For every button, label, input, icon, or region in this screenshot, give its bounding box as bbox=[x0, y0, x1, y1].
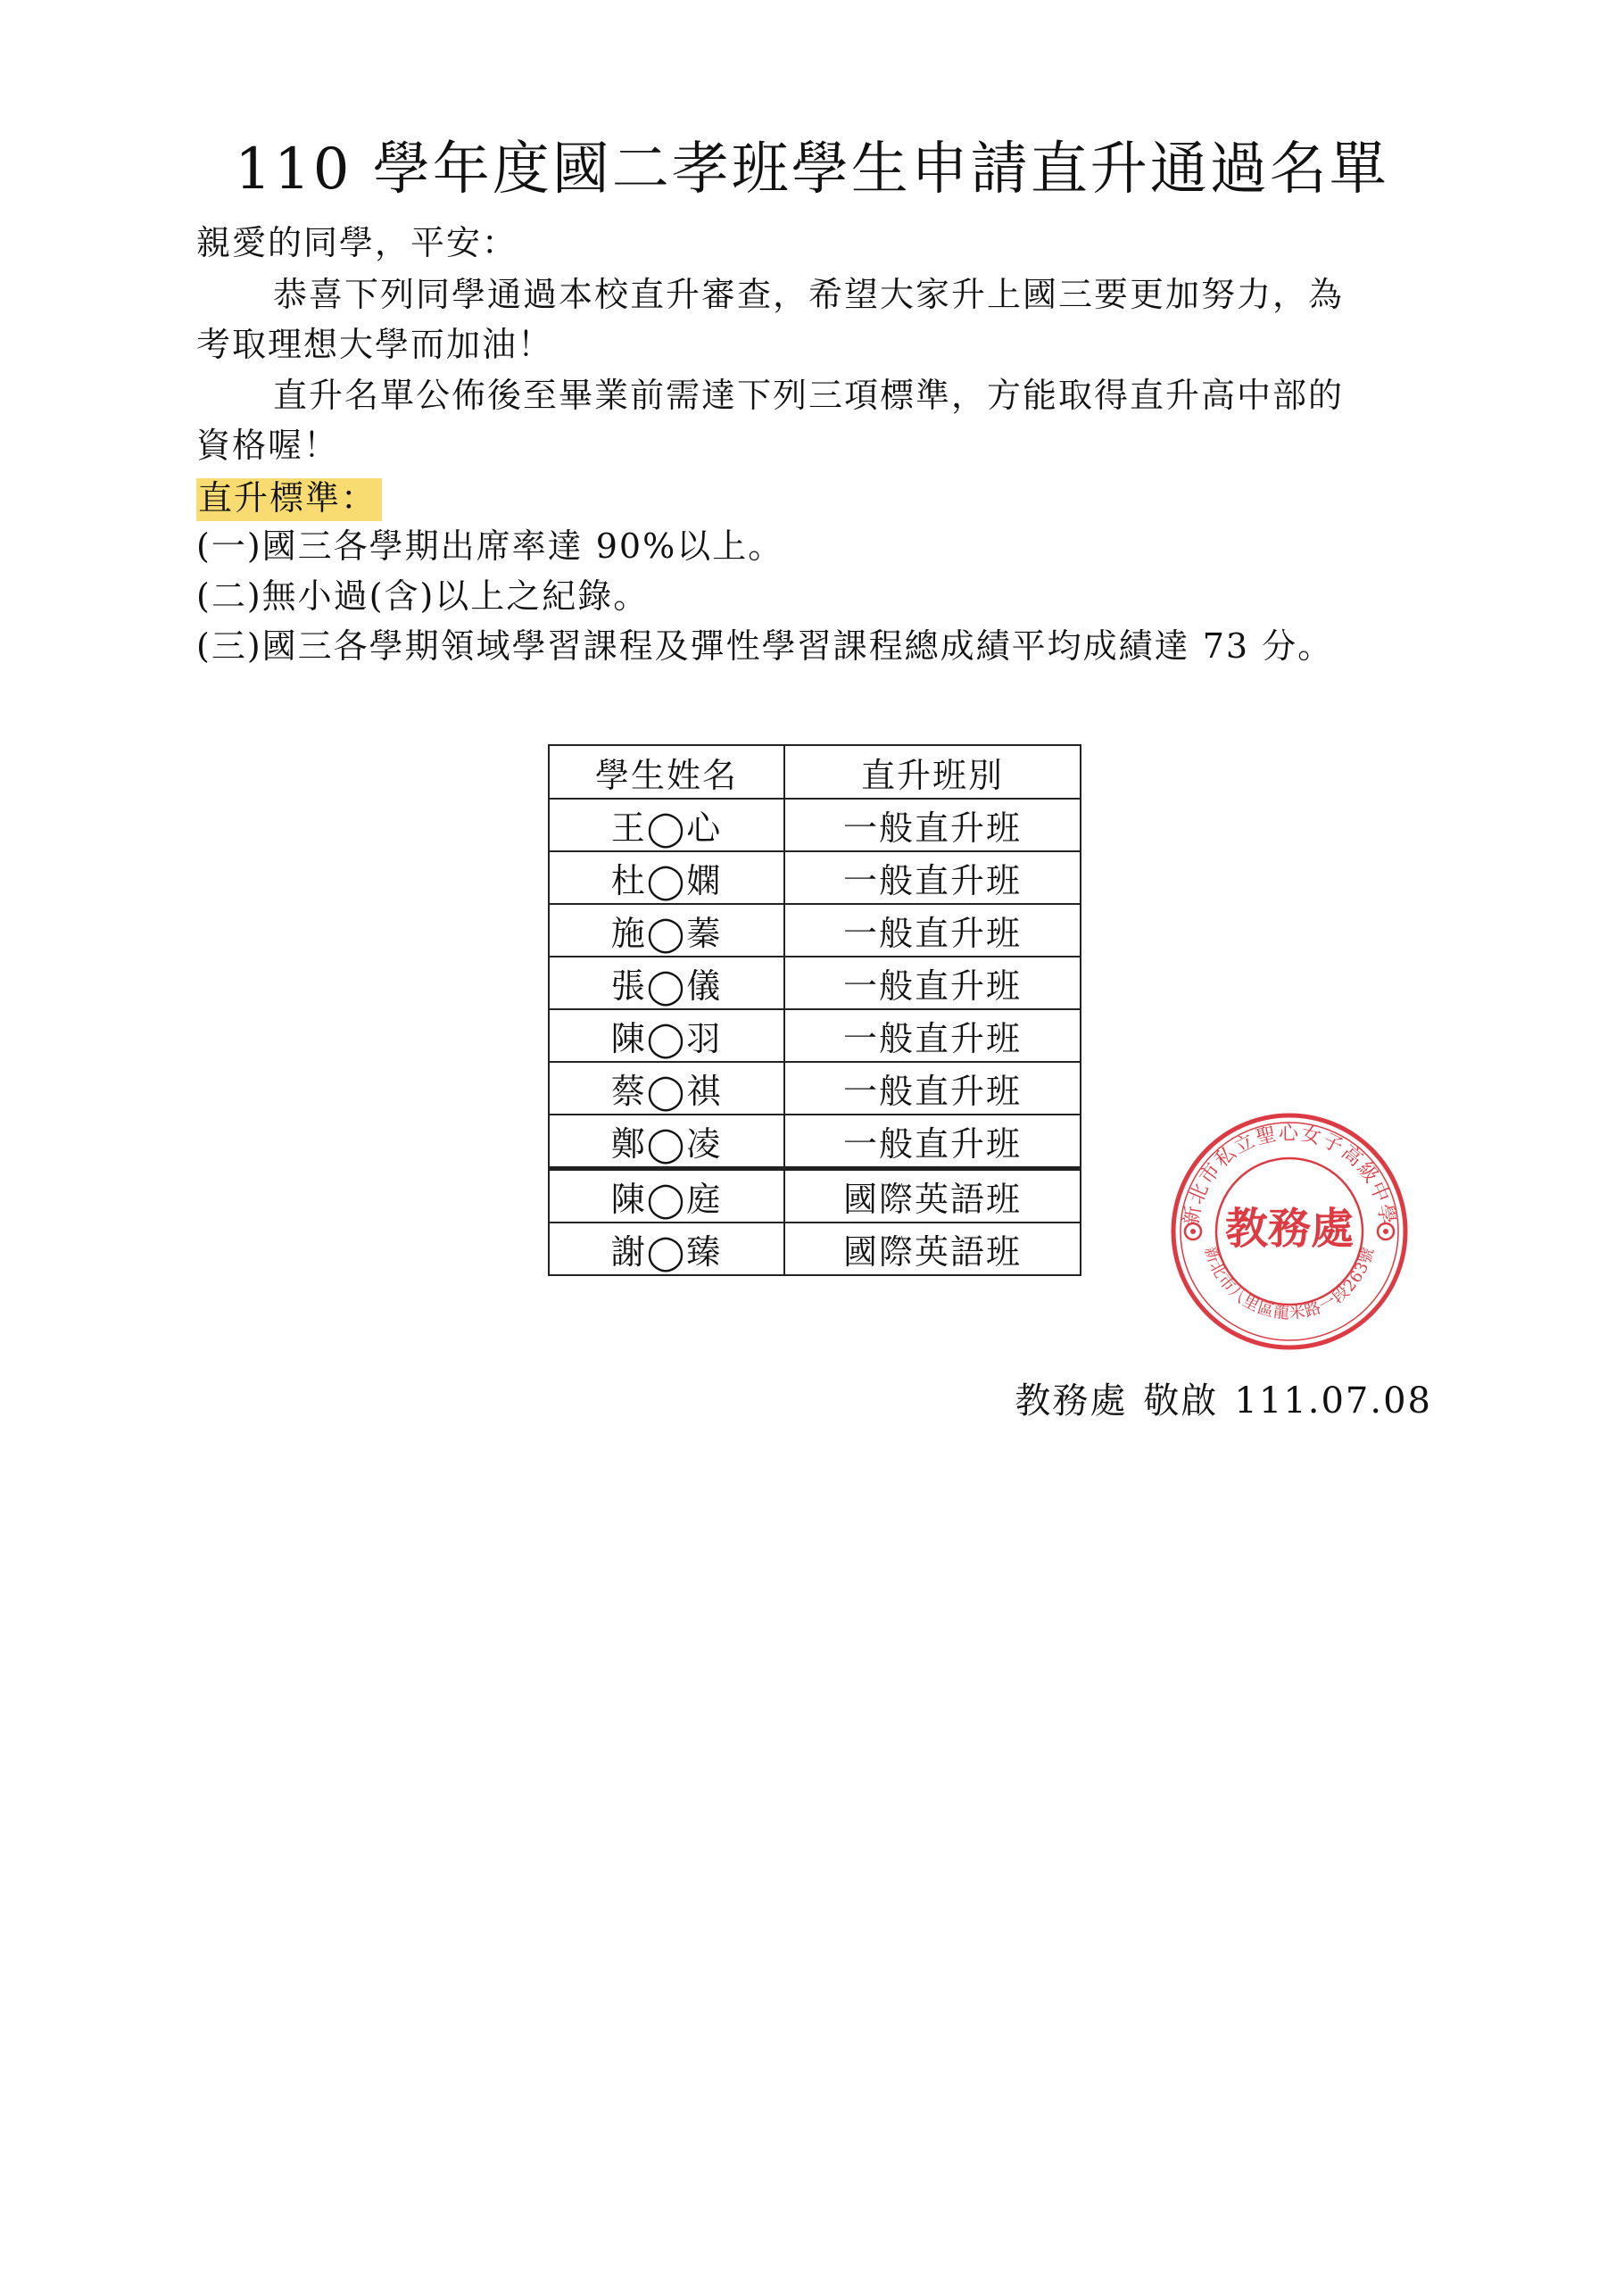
student-name-cell: 陳◯羽 bbox=[549, 1009, 784, 1062]
student-name-cell: 杜◯嫻 bbox=[549, 851, 784, 904]
student-name-cell: 施◯蓁 bbox=[549, 904, 784, 957]
table-row bbox=[549, 1062, 1081, 1115]
table-row bbox=[549, 1009, 1081, 1062]
class-type-cell: 一般直升班 bbox=[784, 957, 1081, 1009]
table-header-row bbox=[549, 745, 1081, 799]
criteria-item: (二)無小過(含)以上之紀錄。 bbox=[196, 576, 650, 616]
table-row bbox=[549, 1169, 1081, 1223]
class-type-cell: 一般直升班 bbox=[784, 904, 1081, 957]
page-title: 110 學年度國二孝班學生申請直升通過名單 bbox=[235, 137, 1389, 203]
student-name-cell: 鄭◯凌 bbox=[549, 1115, 784, 1169]
class-type-cell: 國際英語班 bbox=[784, 1169, 1081, 1223]
column-header-name: 學生姓名 bbox=[549, 745, 784, 799]
issue-date: 111.07.08 bbox=[1234, 1380, 1432, 1422]
seal-center-text: 教務處 bbox=[1224, 1204, 1355, 1254]
class-type-cell: 一般直升班 bbox=[784, 1062, 1081, 1115]
student-list-table bbox=[548, 744, 1081, 1276]
class-type-cell: 國際英語班 bbox=[784, 1223, 1081, 1275]
criteria-list bbox=[196, 521, 1428, 671]
table-row bbox=[549, 1223, 1081, 1275]
criteria-item: (三)國三各學期領域學習課程及彈性學習課程總成績平均成績達 73 分。 bbox=[196, 626, 1334, 666]
class-type-cell: 一般直升班 bbox=[784, 851, 1081, 904]
criteria-item: (一)國三各學期出席率達 90%以上。 bbox=[196, 526, 784, 566]
greeting bbox=[196, 218, 1428, 268]
seal-ring-bottom-text: 新北市八里區龍米路一段263號 bbox=[1200, 1244, 1379, 1323]
class-type-cell: 一般直升班 bbox=[784, 1009, 1081, 1062]
paragraph-line: 直升名單公佈後至畢業前需達下列三項標準，方能取得直升高中部的 bbox=[273, 376, 1345, 415]
criteria-heading bbox=[196, 473, 1428, 523]
closing-signature bbox=[1015, 1372, 1432, 1423]
seal-ring-top-text: 新北市私立聖心女子高級中學 bbox=[1180, 1123, 1399, 1228]
criteria-heading-text: 直升標準： bbox=[196, 478, 382, 521]
student-name-cell: 王◯心 bbox=[549, 799, 784, 851]
issuing-office: 教務處 bbox=[1015, 1380, 1128, 1422]
congratulation-paragraph bbox=[196, 269, 1428, 369]
greeting-text: 親愛的同學，平安： bbox=[196, 223, 518, 262]
student-name-cell: 陳◯庭 bbox=[549, 1169, 784, 1223]
paragraph-line: 資格喔！ bbox=[196, 426, 340, 465]
column-header-class: 直升班別 bbox=[784, 745, 1081, 799]
student-name-cell: 蔡◯祺 bbox=[549, 1062, 784, 1115]
table-row bbox=[549, 1115, 1081, 1169]
paragraph-line: 考取理想大學而加油！ bbox=[196, 325, 554, 364]
requirement-paragraph bbox=[196, 370, 1428, 470]
student-name-cell: 張◯儀 bbox=[549, 957, 784, 1009]
sign-off: 敬啟 bbox=[1143, 1380, 1219, 1422]
table-row bbox=[549, 957, 1081, 1009]
student-name-cell: 謝◯臻 bbox=[549, 1223, 784, 1275]
class-type-cell: 一般直升班 bbox=[784, 1115, 1081, 1169]
table-row bbox=[549, 799, 1081, 851]
table-row bbox=[549, 851, 1081, 904]
table-row bbox=[549, 904, 1081, 957]
paragraph-line: 恭喜下列同學通過本校直升審查，希望大家升上國三要更加努力，為 bbox=[273, 275, 1345, 314]
office-seal-stamp bbox=[1169, 1111, 1410, 1352]
class-type-cell: 一般直升班 bbox=[784, 799, 1081, 851]
